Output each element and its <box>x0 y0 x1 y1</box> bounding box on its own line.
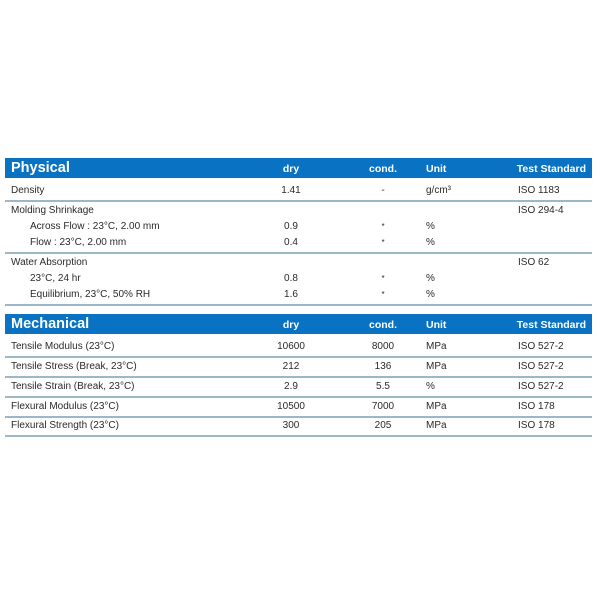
row-separator <box>5 252 592 254</box>
physical-section-header <box>5 158 592 178</box>
col-header-standard: Test Standard <box>516 319 586 331</box>
cond-value: - <box>381 185 385 196</box>
row-label: 23°C, 24 hr <box>30 273 81 284</box>
unit-value: % <box>426 273 435 284</box>
unit-value: MPa <box>426 341 447 352</box>
row-separator <box>5 376 592 378</box>
col-header-dry: dry <box>282 319 300 331</box>
col-header-standard: Test Standard <box>516 163 586 175</box>
cond-value: * <box>381 222 385 231</box>
row-label: Density <box>11 185 45 196</box>
row-label: Flexural Strength (23°C) <box>11 420 119 431</box>
standard-value: ISO 527-2 <box>518 341 564 352</box>
mechanical-section-header <box>5 314 592 334</box>
dry-value: 2.9 <box>284 381 298 392</box>
col-header-unit: Unit <box>426 163 447 175</box>
standard-value: ISO 62 <box>518 257 550 268</box>
standard-value: ISO 178 <box>518 420 555 431</box>
row-label: Tensile Stress (Break, 23°C) <box>11 361 137 372</box>
row-separator <box>5 435 592 437</box>
standard-value: ISO 1183 <box>518 185 560 196</box>
row-label: Water Absorption <box>11 257 88 268</box>
unit-value: % <box>426 289 435 300</box>
unit-value: % <box>426 237 435 248</box>
row-separator <box>5 396 592 398</box>
unit-value: MPa <box>426 401 447 412</box>
standard-value: ISO 294-4 <box>518 205 564 216</box>
row-separator <box>5 304 592 306</box>
unit-value: % <box>426 381 435 392</box>
dry-value: 1.41 <box>281 185 301 196</box>
table-row-tensile-strain <box>5 379 592 395</box>
dry-value: 0.8 <box>284 273 298 284</box>
standard-value: ISO 527-2 <box>518 361 564 372</box>
unit-value: g/cm³ <box>426 185 451 196</box>
cond-value: 8000 <box>371 341 395 352</box>
table-row-tensile-modulus <box>5 339 592 355</box>
cond-value: * <box>381 290 385 299</box>
table-row-flexural-modulus <box>5 399 592 415</box>
dry-value: 0.9 <box>284 221 298 232</box>
unit-value: MPa <box>426 361 447 372</box>
table-row-flow <box>5 235 592 251</box>
cond-value: 7000 <box>371 401 395 412</box>
table-row-molding-shrinkage <box>5 203 592 219</box>
table-row-water-absorption <box>5 255 592 271</box>
standard-value: ISO 178 <box>518 401 555 412</box>
row-separator <box>5 200 592 202</box>
row-label: Tensile Modulus (23°C) <box>11 341 115 352</box>
row-label: Molding Shrinkage <box>11 205 94 216</box>
table-row-density <box>5 183 592 199</box>
col-header-cond: cond. <box>369 163 397 175</box>
dry-value: 10600 <box>277 341 305 352</box>
cond-value: 136 <box>374 361 392 372</box>
dry-value: 300 <box>282 420 300 431</box>
row-separator <box>5 356 592 358</box>
physical-title: Physical <box>11 160 70 176</box>
row-label: Equilibrium, 23°C, 50% RH <box>30 289 151 300</box>
col-header-unit: Unit <box>426 319 447 331</box>
dry-value: 10500 <box>277 401 305 412</box>
table-row-across-flow <box>5 219 592 235</box>
row-label: Flexural Modulus (23°C) <box>11 401 119 412</box>
cond-value: 205 <box>374 420 392 431</box>
row-label: Across Flow : 23°C, 2.00 mm <box>30 221 160 232</box>
row-label: Tensile Strain (Break, 23°C) <box>11 381 135 392</box>
table-row-flexural-strength <box>5 418 592 434</box>
standard-value: ISO 527-2 <box>518 381 564 392</box>
col-header-dry: dry <box>282 163 300 175</box>
table-row-24hr <box>5 271 592 287</box>
unit-value: MPa <box>426 420 447 431</box>
table-row-tensile-stress <box>5 359 592 375</box>
cond-value: 5.5 <box>376 381 390 392</box>
cond-value: * <box>381 274 385 283</box>
row-label: Flow : 23°C, 2.00 mm <box>30 237 127 248</box>
unit-value: % <box>426 221 435 232</box>
table-row-equilibrium <box>5 287 592 303</box>
dry-value: 0.4 <box>284 237 298 248</box>
dry-value: 1.6 <box>284 289 298 300</box>
dry-value: 212 <box>282 361 300 372</box>
col-header-cond: cond. <box>369 319 397 331</box>
mechanical-title: Mechanical <box>11 316 90 332</box>
cond-value: * <box>381 238 385 247</box>
